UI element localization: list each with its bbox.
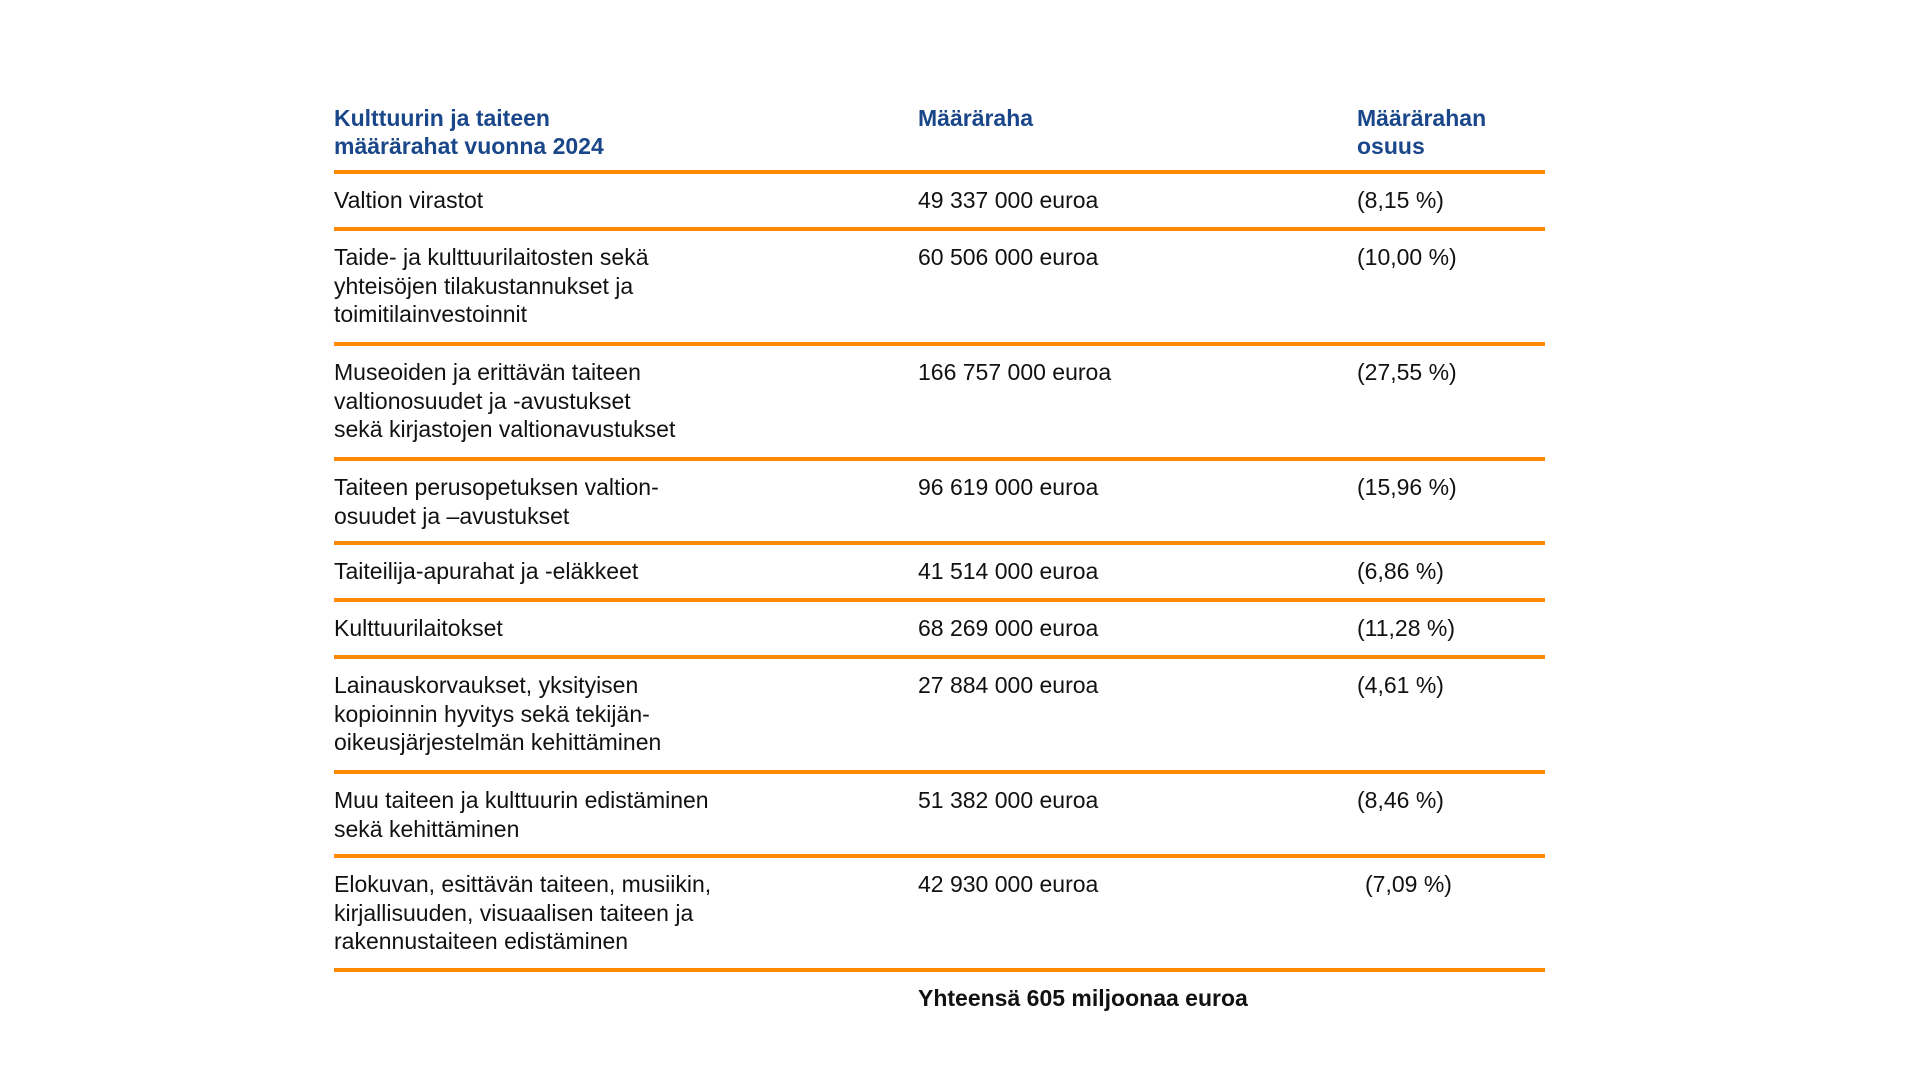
category-line: yhteisöjen tilakustannukset ja xyxy=(334,272,634,299)
header-share: Määrärahan osuus xyxy=(1357,105,1487,159)
category-line: Taiteen perusopetuksen valtion- xyxy=(334,474,659,500)
table-row xyxy=(334,231,1545,342)
row-amount: 166 757 000 euroa xyxy=(918,359,1112,385)
row-category xyxy=(334,858,918,968)
category-line: sekä kirjastojen valtionavustukset xyxy=(334,416,676,442)
table-row xyxy=(334,659,1545,770)
category-line: Elokuvan, esittävän taiteen, musiikin, xyxy=(334,871,712,897)
row-amount: 42 930 000 euroa xyxy=(918,871,1099,897)
category-line: osuudet ja –avustukset xyxy=(334,502,570,529)
category-line: kirjallisuuden, visuaalisen taiteen ja xyxy=(334,899,694,926)
total-row xyxy=(334,972,1545,1012)
table-body xyxy=(334,174,1545,972)
row-category xyxy=(334,659,918,770)
total-label: Yhteensä 605 miljoonaa euroa xyxy=(918,985,1248,1011)
row-amount: 51 382 000 euroa xyxy=(918,787,1099,813)
row-category xyxy=(334,461,918,541)
category-line: Muu taiteen ja kulttuurin edistäminen xyxy=(334,787,709,813)
row-category xyxy=(334,174,918,227)
category-line: kopioinnin hyvitys sekä tekijän- xyxy=(334,700,650,727)
table-row xyxy=(334,346,1545,457)
category-line: Kulttuurilaitokset xyxy=(334,615,503,641)
row-share: (8,15 %) xyxy=(1357,187,1444,213)
row-amount: 60 506 000 euroa xyxy=(918,244,1099,270)
header-category: Kulttuurin ja taiteen määrärahat vuonna 2024 xyxy=(334,105,604,159)
category-line: oikeusjärjestelmän kehittäminen xyxy=(334,729,662,755)
row-share: (4,61 %) xyxy=(1357,672,1444,698)
table-row xyxy=(334,858,1545,968)
table-row xyxy=(334,602,1545,655)
row-share: (8,46 %) xyxy=(1357,787,1444,813)
row-share: (10,00 %) xyxy=(1357,244,1457,270)
budget-table xyxy=(334,104,1545,1012)
row-share: (27,55 %) xyxy=(1357,359,1457,385)
row-amount: 41 514 000 euroa xyxy=(918,558,1099,584)
category-line: valtionosuudet ja -avustukset xyxy=(334,387,631,414)
row-category xyxy=(334,774,918,854)
category-line: toimitilainvestoinnit xyxy=(334,301,528,327)
row-category xyxy=(334,545,918,598)
header-amount: Määräraha xyxy=(918,105,1034,131)
table-row xyxy=(334,774,1545,854)
category-line: Taiteilija-apurahat ja -eläkkeet xyxy=(334,558,639,584)
category-line: Taide- ja kulttuurilaitosten sekä xyxy=(334,244,649,270)
row-amount: 27 884 000 euroa xyxy=(918,672,1099,698)
table-row xyxy=(334,461,1545,541)
row-amount: 49 337 000 euroa xyxy=(918,187,1099,213)
row-share: (6,86 %) xyxy=(1357,558,1444,584)
category-line: Valtion virastot xyxy=(334,187,484,213)
table-header xyxy=(334,104,1545,170)
table-row xyxy=(334,174,1545,227)
row-amount: 96 619 000 euroa xyxy=(918,474,1099,500)
category-line: rakennustaiteen edistäminen xyxy=(334,928,629,954)
category-line: Lainauskorvaukset, yksityisen xyxy=(334,672,639,698)
row-category xyxy=(334,346,918,457)
row-share: (11,28 %) xyxy=(1357,615,1456,641)
row-share: (15,96 %) xyxy=(1357,474,1457,500)
row-category xyxy=(334,602,918,655)
row-amount: 68 269 000 euroa xyxy=(918,615,1099,641)
table-row xyxy=(334,545,1545,598)
row-share: (7,09 %) xyxy=(1365,871,1452,897)
row-category xyxy=(334,231,918,342)
category-line: sekä kehittäminen xyxy=(334,815,520,842)
category-line: Museoiden ja erittävän taiteen xyxy=(334,359,641,385)
